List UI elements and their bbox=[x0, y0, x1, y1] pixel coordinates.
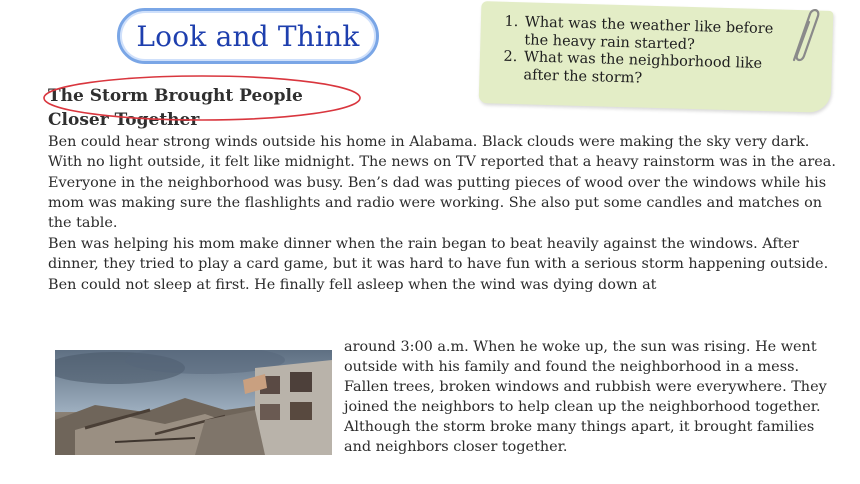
title-line-1: The Storm Brought People bbox=[48, 86, 303, 106]
paragraph: Everyone in the neighborhood was busy. Ben’s dad was putting pieces of wood over the windows while his mom was making sure the flashlights and radio were working. She also put some candles and matches on the table. bbox=[48, 175, 827, 231]
highlight-ellipse bbox=[40, 72, 370, 124]
paragraph: Ben could hear strong winds outside his home in Alabama. Black clouds were making the sky very dark. With no light outside, it felt like midnight. The news on TV reported that a heavy rainstorm was in the area. bbox=[48, 134, 836, 170]
question-note bbox=[479, 1, 834, 113]
article-body bbox=[48, 132, 838, 296]
question-item: 1. What was the weather like before the heavy rain started? bbox=[522, 14, 797, 57]
question-item: 2. What was the neighborhood like after the storm? bbox=[521, 49, 796, 92]
storm-damage-photo bbox=[55, 350, 332, 455]
paperclip-icon bbox=[782, 4, 822, 66]
badge-label: Look and Think bbox=[136, 19, 360, 53]
paragraph: Ben could not sleep at first. He finally fell asleep when the wind was dying down at bbox=[48, 277, 657, 293]
paragraph: Ben was helping his mom make dinner when the rain began to beat heavily against the windows. After dinner, they tried to play a card game, but it was hard to have fun with a serious storm happening outside. bbox=[48, 236, 829, 272]
article-continuation: around 3:00 a.m. When he woke up, the sun was rising. He went outside with his family and found the neighborhood in a mess. Fallen trees, broken windows and rubbish were everywhere. They joined the neighbors to help clean up the neighborhood together. Although the storm broke many things apart, it brought families and neighbors closer together. bbox=[344, 339, 827, 455]
title-line-2: Closer Together bbox=[48, 110, 200, 130]
question-list bbox=[479, 1, 833, 93]
look-and-think-badge bbox=[117, 8, 379, 64]
